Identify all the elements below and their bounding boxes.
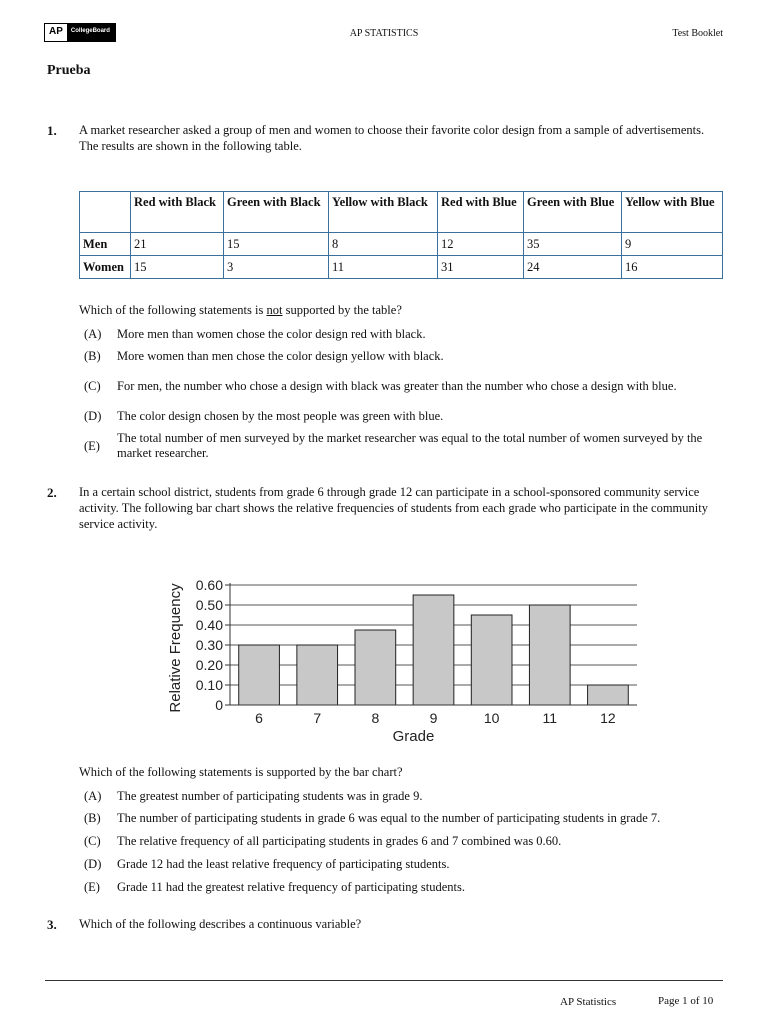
option-label: (C): [84, 378, 101, 393]
x-tick-label: 11: [542, 710, 558, 726]
y-tick-label: 0: [215, 697, 223, 713]
table-col-header: Green with Black: [224, 192, 329, 233]
option-text: Grade 12 had the least relative frequency of participating students.: [117, 857, 450, 871]
table-cell: 24: [524, 256, 622, 279]
table-cell: 3: [224, 256, 329, 279]
bar: [529, 605, 570, 705]
q3-text: Which of the following describes a continuous variable?: [79, 917, 362, 931]
y-tick-label: 0.50: [195, 597, 223, 613]
table-corner-cell: [80, 192, 131, 233]
option-text: The total number of men surveyed by the market researcher was equal to the total number of women surveyed by the market researcher.: [117, 431, 703, 460]
x-tick-label: 9: [429, 710, 438, 726]
chart-bars: [239, 595, 629, 705]
footer-divider: [45, 980, 723, 981]
chart-x-tick-labels: [255, 710, 616, 726]
table-cell: 11: [329, 256, 438, 279]
option-label: (A): [84, 326, 102, 341]
table-cell: 16: [622, 256, 723, 279]
table-col-header: Red with Blue: [438, 192, 524, 233]
q1-stem-after: supported by the table?: [282, 303, 402, 317]
table-row-label: Men: [80, 233, 131, 256]
section-title: Prueba: [47, 63, 91, 78]
relative-frequency-bar-chart: [150, 570, 650, 750]
option-text: The relative frequency of all participating students in grades 6 and 7 combined was 0.60.: [117, 834, 562, 848]
footer-page-number: Page 1 of 10: [658, 995, 714, 1007]
chart-y-axis-label: Relative Frequency: [167, 583, 184, 713]
q1-text: A market researcher asked a group of men and women to choose their favorite color design from a sample of advertisements. The results are shown in the following table.: [79, 123, 705, 153]
q1-stem: [79, 303, 402, 318]
q2-option-b[interactable]: [84, 807, 724, 830]
q1-stem-before: Which of the following statements is: [79, 303, 267, 317]
q2-option-c[interactable]: [84, 830, 724, 853]
option-text: The color design chosen by the most people was green with blue.: [117, 408, 444, 423]
y-tick-label: 0.10: [195, 677, 223, 693]
q2-option-a[interactable]: [84, 785, 724, 807]
table-cell: 15: [131, 256, 224, 279]
q1-option-b[interactable]: [84, 345, 724, 367]
option-text: More women than men chose the color design yellow with black.: [117, 348, 444, 363]
y-tick-label: 0.40: [195, 617, 223, 633]
table-header-row: [80, 192, 723, 233]
q2-stem: Which of the following statements is supported by the bar chart?: [79, 765, 403, 779]
x-tick-label: 7: [313, 710, 322, 726]
table-col-header: Green with Blue: [524, 192, 622, 233]
q2-option-e[interactable]: [84, 876, 724, 899]
q1-option-a[interactable]: [84, 323, 724, 345]
table-cell: 9: [622, 233, 723, 256]
table-cell: 31: [438, 256, 524, 279]
option-label: (E): [84, 438, 100, 453]
chart-x-axis-label: Grade: [392, 728, 435, 745]
option-label: (C): [84, 834, 101, 848]
logo-college-board: CollegeBoard: [67, 24, 115, 41]
table-col-header: Yellow with Black: [329, 192, 438, 233]
table-col-header: Red with Black: [131, 192, 224, 233]
x-tick-label: 10: [483, 710, 500, 726]
q1-stem-emphasis: not: [266, 303, 283, 317]
table-col-header: Yellow with Blue: [622, 192, 723, 233]
table-row: [80, 233, 723, 256]
chart-y-tick-labels: [196, 577, 223, 713]
table-cell: 8: [329, 233, 438, 256]
x-tick-label: 8: [371, 710, 380, 726]
q1-option-e[interactable]: [84, 427, 724, 465]
option-label: (B): [84, 348, 101, 363]
q2-number: 2.: [47, 485, 57, 500]
y-tick-label: 0.30: [195, 637, 223, 653]
y-tick-label: 0.60: [195, 577, 223, 593]
q1-option-c[interactable]: [84, 367, 724, 405]
table-row-label: Women: [80, 256, 131, 279]
color-preference-table: [79, 191, 723, 279]
table-row: [80, 256, 723, 279]
y-tick-label: 0.20: [195, 657, 223, 673]
option-text: Grade 11 had the greatest relative frequency of participating students.: [117, 880, 466, 894]
q2-options: [84, 785, 724, 899]
header-subject: AP STATISTICS: [349, 28, 419, 39]
x-tick-label: 6: [255, 710, 263, 726]
option-text: More men than women chose the color design red with black.: [117, 326, 426, 341]
bar: [588, 685, 629, 705]
option-text: The greatest number of participating students was in grade 9.: [117, 788, 423, 803]
header-booklet-label: Test Booklet: [672, 28, 723, 39]
logo-ap: AP: [45, 24, 67, 41]
bar: [355, 630, 396, 705]
q1-number: 1.: [47, 123, 57, 138]
q1-option-d[interactable]: [84, 405, 724, 427]
q2-option-d[interactable]: [84, 853, 724, 876]
table-cell: 12: [438, 233, 524, 256]
bar: [471, 615, 512, 705]
option-text: The number of participating students in grade 6 was equal to the number of participating students in grade 7.: [117, 811, 661, 825]
option-label: (D): [84, 408, 102, 423]
option-label: (E): [84, 880, 100, 894]
x-tick-label: 12: [600, 710, 616, 726]
q2-text: In a certain school district, students from grade 6 through grade 12 can participate in a school-sponsored community service activity. The following bar chart shows the relative frequencies of students from each grade who participate in the community service activity.: [79, 485, 708, 531]
option-label: (D): [84, 857, 102, 871]
option-label: (B): [84, 811, 101, 825]
table-cell: 15: [224, 233, 329, 256]
option-text: For men, the number who chose a design with black was greater than the number who chose a design with blue.: [117, 378, 677, 393]
q1-options: [84, 323, 724, 465]
footer-course: AP Statistics: [560, 996, 617, 1008]
table-cell: 21: [131, 233, 224, 256]
q3-number: 3.: [47, 917, 57, 932]
table-cell: 35: [524, 233, 622, 256]
bar: [413, 595, 454, 705]
option-label: (A): [84, 788, 102, 803]
bar: [297, 645, 338, 705]
bar: [239, 645, 280, 705]
